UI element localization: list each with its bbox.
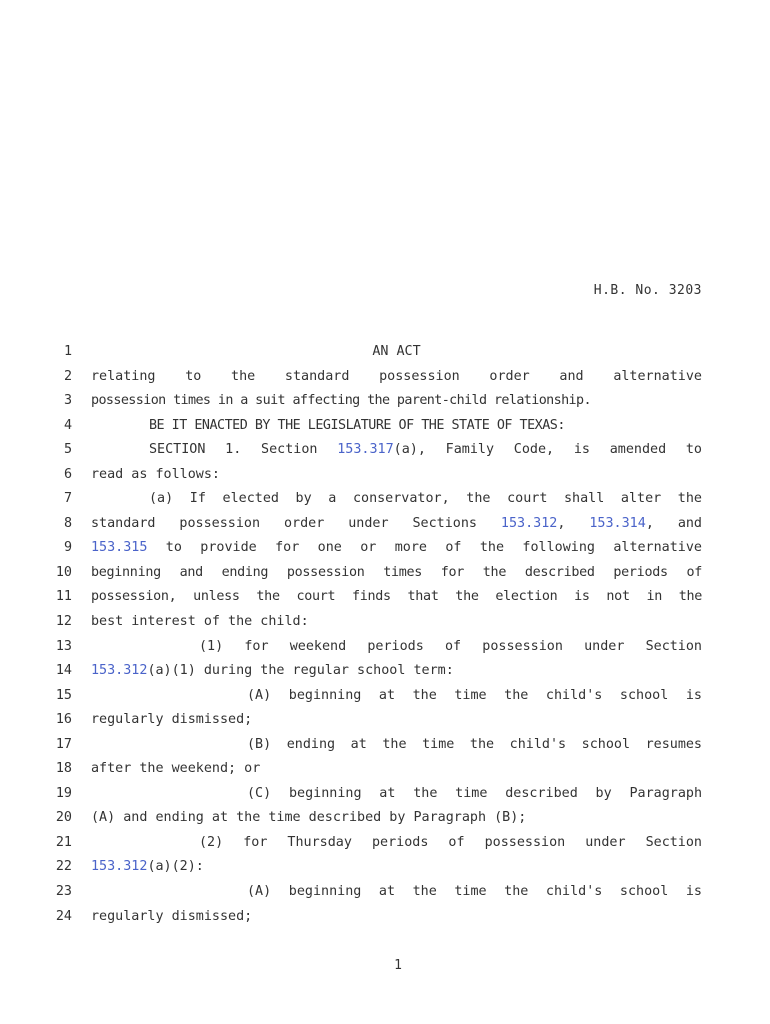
line-9 (0, 536, 770, 561)
line-text: (A) beginning at the time the child's school is (247, 687, 702, 703)
line-text: possession times in a suit affecting the parent-child relationship. (91, 393, 591, 409)
line-22 (0, 855, 770, 880)
bill-text (0, 340, 770, 929)
line-21 (0, 831, 770, 856)
line-text: 153.312(a)(2): (91, 859, 204, 875)
line-text: 153.315 to provide for one or more of the following alternative (91, 540, 702, 556)
line-number: 9 (63, 540, 72, 556)
line-5 (0, 438, 770, 463)
line-23 (0, 880, 770, 905)
section-link-153-317[interactable]: 153.317 (337, 442, 394, 458)
line-17 (0, 733, 770, 758)
line-20 (0, 806, 770, 831)
line-number: 20 (55, 810, 72, 826)
line-18 (0, 757, 770, 782)
line-number: 13 (55, 638, 72, 654)
line-number: 15 (55, 687, 72, 703)
line-number: 4 (63, 417, 72, 433)
line-number: 17 (55, 736, 72, 752)
line-number: 22 (55, 859, 72, 875)
line-text: (2) for Thursday periods of possession under Section (199, 834, 702, 850)
line-19 (0, 782, 770, 807)
line-number: 16 (55, 712, 72, 728)
line-number: 8 (63, 515, 72, 531)
line-text: SECTION 1. Section 153.317(a), Family Code, is amended to (149, 442, 702, 458)
line-number: 21 (55, 834, 72, 850)
page-number: 1 (394, 958, 402, 973)
line-number: 7 (63, 491, 72, 507)
line-text: 153.312(a)(1) during the regular school term: (91, 663, 454, 679)
act-heading: AN ACT (372, 344, 421, 359)
line-number: 12 (55, 614, 72, 630)
line-number: 23 (55, 884, 72, 900)
line-number: 18 (55, 761, 72, 777)
line-text: relating to the standard possession order and alternative (91, 368, 702, 384)
line-8 (0, 512, 770, 537)
line-text: possession, unless the court finds that the election is not in the (91, 589, 702, 605)
line-text: (C) beginning at the time described by Paragraph (247, 785, 702, 801)
line-text: best interest of the child: (91, 614, 309, 630)
line-number: 5 (63, 442, 72, 458)
line-text: standard possession order under Sections 153.312, 153.314, and (91, 515, 702, 531)
line-4 (0, 414, 770, 439)
section-link-153-312[interactable]: 153.312 (91, 859, 148, 875)
line-number: 19 (55, 785, 72, 801)
line-3 (0, 389, 770, 414)
line-text: regularly dismissed; (91, 712, 253, 728)
line-text: (A) beginning at the time the child's school is (247, 884, 702, 900)
line-2 (0, 365, 770, 390)
line-number: 1 (63, 344, 72, 359)
line-text: (1) for weekend periods of possession under Section (199, 638, 702, 654)
line-11 (0, 585, 770, 610)
section-link-153-312[interactable]: 153.312 (500, 515, 558, 531)
line-24 (0, 905, 770, 930)
line-number: 10 (55, 564, 72, 580)
line-number: 11 (55, 589, 72, 605)
section-link-153-314[interactable]: 153.314 (589, 515, 646, 531)
section-link-153-312[interactable]: 153.312 (91, 663, 148, 679)
line-text: beginning and ending possession times for the described periods of (91, 564, 702, 580)
line-text: read as follows: (91, 466, 220, 482)
line-number: 3 (63, 393, 72, 409)
line-number: 24 (55, 908, 72, 924)
line-13 (0, 635, 770, 660)
line-6 (0, 463, 770, 488)
line-text: (A) and ending at the time described by Paragraph (B); (91, 810, 527, 826)
line-10 (0, 561, 770, 586)
line-12 (0, 610, 770, 635)
line-text: regularly dismissed; (91, 908, 253, 924)
line-number: 6 (63, 466, 72, 482)
line-15 (0, 684, 770, 709)
section-link-153-315[interactable]: 153.315 (91, 540, 148, 556)
line-16 (0, 708, 770, 733)
line-text: (a) If elected by a conservator, the court shall alter the (149, 491, 702, 507)
line-number: 14 (55, 663, 72, 679)
line-1 (0, 340, 770, 365)
line-text: (B) ending at the time the child's school resumes (247, 736, 702, 752)
line-7 (0, 487, 770, 512)
line-text: after the weekend; or (91, 761, 261, 777)
enacting-clause: BE IT ENACTED BY THE LEGISLATURE OF THE STATE OF TEXAS: (149, 417, 565, 433)
bill-number: H.B. No. 3203 (593, 283, 702, 298)
line-14 (0, 659, 770, 684)
line-number: 2 (63, 368, 72, 384)
